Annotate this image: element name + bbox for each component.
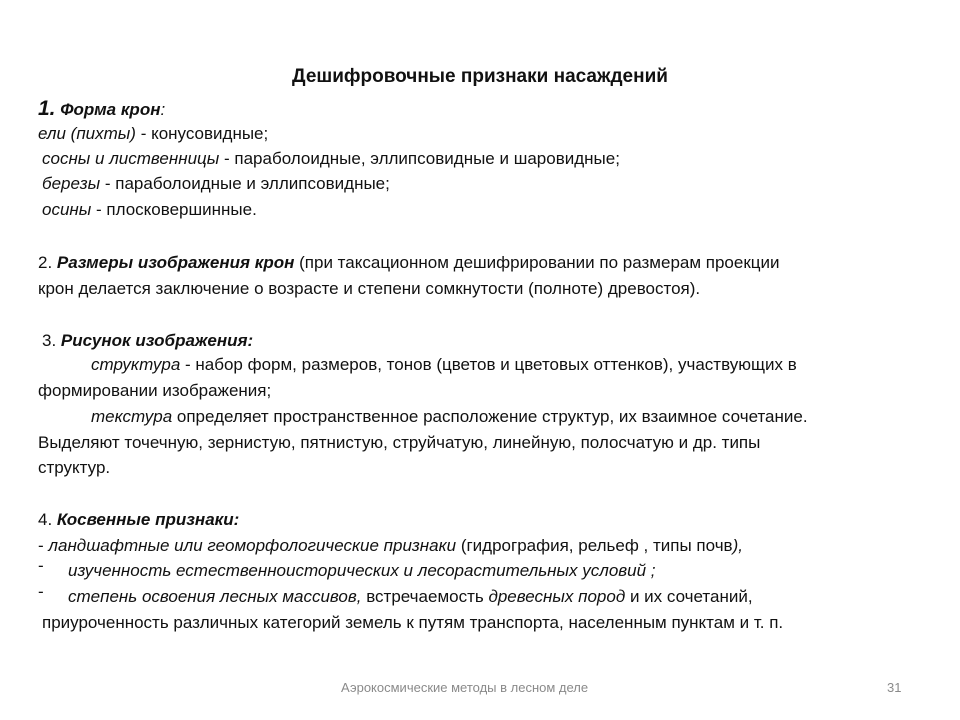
section-3-number: 3. xyxy=(42,331,57,350)
section-4-title: Косвенные признаки: xyxy=(56,510,240,529)
section-4-heading xyxy=(38,509,239,531)
section-4-number: 4. xyxy=(38,510,53,529)
section-3-line: текстура определяет пространственное расположение структур, их взаимное сочетание. xyxy=(91,407,808,426)
section-3-line: структура - набор форм, размеров, тонов (цветов и цветовых оттенков), участвующих в xyxy=(91,355,797,374)
section-2-number: 2. xyxy=(38,253,53,272)
section-1-number: 1. xyxy=(38,97,56,120)
section-2-line: крон делается заключение о возрасте и степени сомкнутости (полноте) древостоя). xyxy=(38,279,701,298)
section-4-bullet: - ландшафтные или геоморфологические признаки (гидрография, рельеф , типы почв), xyxy=(38,536,743,555)
section-3-heading xyxy=(42,330,253,352)
section-1-item: осины - плосковершинные. xyxy=(42,200,257,219)
section-1-item: березы - параболоидные и эллипсовидные; xyxy=(42,174,390,193)
slide-title: Дешифровочные признаки насаждений xyxy=(292,66,668,87)
section-1-title: Форма крон xyxy=(60,100,161,119)
section-4-bullet: - изученность естественноисторических и лесорастительных условий ; xyxy=(38,556,656,580)
section-4-bullet: - степень освоения лесных массивов, встречаемость древесных пород и их сочетаний, xyxy=(38,582,753,606)
section-4-line: приуроченность различных категорий земель к путям транспорта, населенным пунктам и т. п. xyxy=(42,613,784,632)
section-3-title: Рисунок изображения: xyxy=(60,331,254,350)
section-2-line: 2. Размеры изображения крон (при таксационном дешифрировании по размерам проекции xyxy=(38,253,780,272)
section-3-line: формировании изображения; xyxy=(38,381,272,400)
footer-text: Аэрокосмические методы в лесном деле xyxy=(341,680,589,695)
page-number: 31 xyxy=(887,680,902,695)
section-1-item: ели (пихты) - конусовидные; xyxy=(38,124,269,143)
section-3-line: Выделяют точечную, зернистую, пятнистую, струйчатую, линейную, полосчатую и др. типы xyxy=(38,433,761,452)
section-1-item: сосны и лиственницы - параболоидные, эллипсовидные и шаровидные; xyxy=(42,149,620,168)
section-2-title: Размеры изображения крон xyxy=(56,253,295,272)
section-3-line: структур. xyxy=(38,458,111,477)
section-1-heading: 1. Форма крон: xyxy=(38,97,166,120)
